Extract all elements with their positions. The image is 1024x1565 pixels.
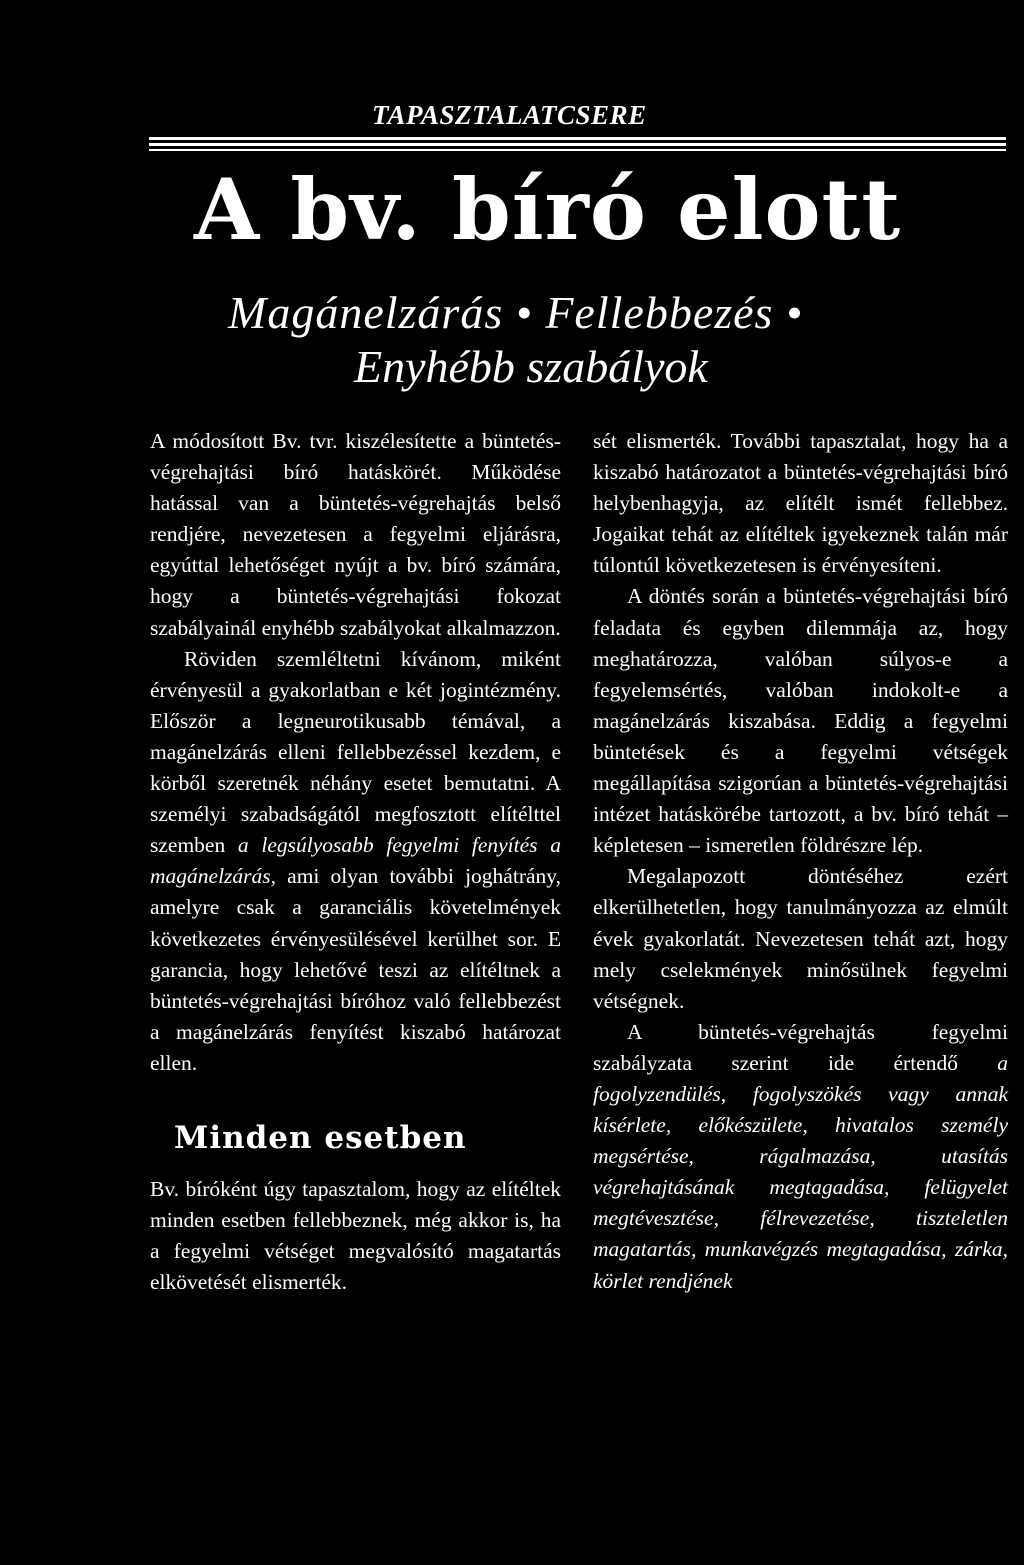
paragraph (593, 1017, 1008, 1297)
paragraph: Bv. bíróként úgy tapasztalom, hogy az elítéltek minden esetben fellebbeznek, még akkor is, ha a fegyelmi vétséget megvalósító magatartás elkövetését elismerték. (150, 1176, 561, 1295)
paragraph-text: A büntetés-végrehajtás fegyelmi szabályzata szerint ide értendő (593, 1019, 1008, 1075)
header-rule-top (149, 137, 1006, 140)
paragraph (150, 644, 561, 1079)
section-subheading: Minden esetben (174, 1119, 467, 1156)
right-column (593, 426, 1008, 1297)
paragraph: A döntés során a büntetés-végrehajtási bíró feladata és egyben dilemmája az, hogy meghatározza, valóban súlyos-e a fegyelemsértés, valóban indokolt-e a magánelzárás kiszabása. Eddig a fegyelmi büntetések és a fegyelmi vétségek megállapítása szigorúan a büntetés-végrehajtási intézet hatáskörébe tartozott, a bv. bíró tehát – képletesen – ismeretlen földrészre lép. (593, 584, 1008, 858)
left-column (150, 426, 561, 1298)
italic-emphasis: a fogolyzendülés, fogolyszökés vagy annak kísérlete, előkészülete, hivatalos személy megsértése, rágalmazása, utasítás végrehajtásának megtagadása, felügyelet megtévesztése, félrevezetése, tiszteletlen magatartás, munkavégzés megtagadása, zárka, körlet rendjének (593, 1050, 1008, 1293)
paragraph: Megalapozott döntéséhez ezért elkerülhetetlen, hogy tanulmányozza az elmúlt évek gyakorlatát. Nevezetesen tehát azt, hogy mely cselekmények minősülnek fegyelmi vétségnek. (593, 864, 1008, 1013)
italic-emphasis: a legsúlyosabb fegyelmi fenyítés a magánelzárás, (150, 833, 561, 889)
paragraph-text: ami olyan további joghátrány, amelyre csak a garanciális követelmények következetes érvényesülésével kerülhet sor. E garancia, hogy lehetővé teszi az elítéltnek a büntetés-végrehajtási bíróhoz való fellebbezést a magánelzárás fenyítést kiszabó határozat ellen. (150, 864, 561, 1075)
section-tag: TAPASZTALATCSERE (372, 100, 647, 130)
headline: A bv. bíró elott (194, 160, 902, 259)
paragraph-text: Röviden szemléltetni kívánom, miként érvényesül a gyakorlatban e két jogintézmény. Először a legneurotikusabb témával, a magánelzárás elleni fellebbezéssel kezdem, e körből szeretnék néhány esetet bemutatni. A személyi szabadságától megfosztott elítélttel szemben (150, 646, 561, 858)
subtitle-line-2: Enyhébb szabályok (354, 341, 708, 392)
header-rule-middle (149, 143, 1006, 146)
paragraph: sét elismerték. További tapasztalat, hogy ha a kiszabó határozatot a büntetés-végrehajtási bíró helybenhagyja, az elítélt ismét fellebbez. Jogaikat tehát az elítéltek igyekeznek talán már túlontúl következetesen is érvényesíteni. (593, 429, 1008, 578)
header-rule-bottom (149, 149, 1006, 151)
paragraph: A módosított Bv. tvr. kiszélesítette a büntetés-végrehajtási bíró hatáskörét. Működése hatással van a büntetés-végrehajtás belső rendjére, nevezetesen a fegyelmi eljárásra, egyúttal lehetőséget nyújt a bv. bíró számára, hogy a büntetés-végrehajtási fokozat szabályainál enyhébb szabályokat alkalmazzon. (150, 429, 561, 640)
subtitle-line-1: Magánelzárás • Fellebbezés • (228, 287, 804, 338)
